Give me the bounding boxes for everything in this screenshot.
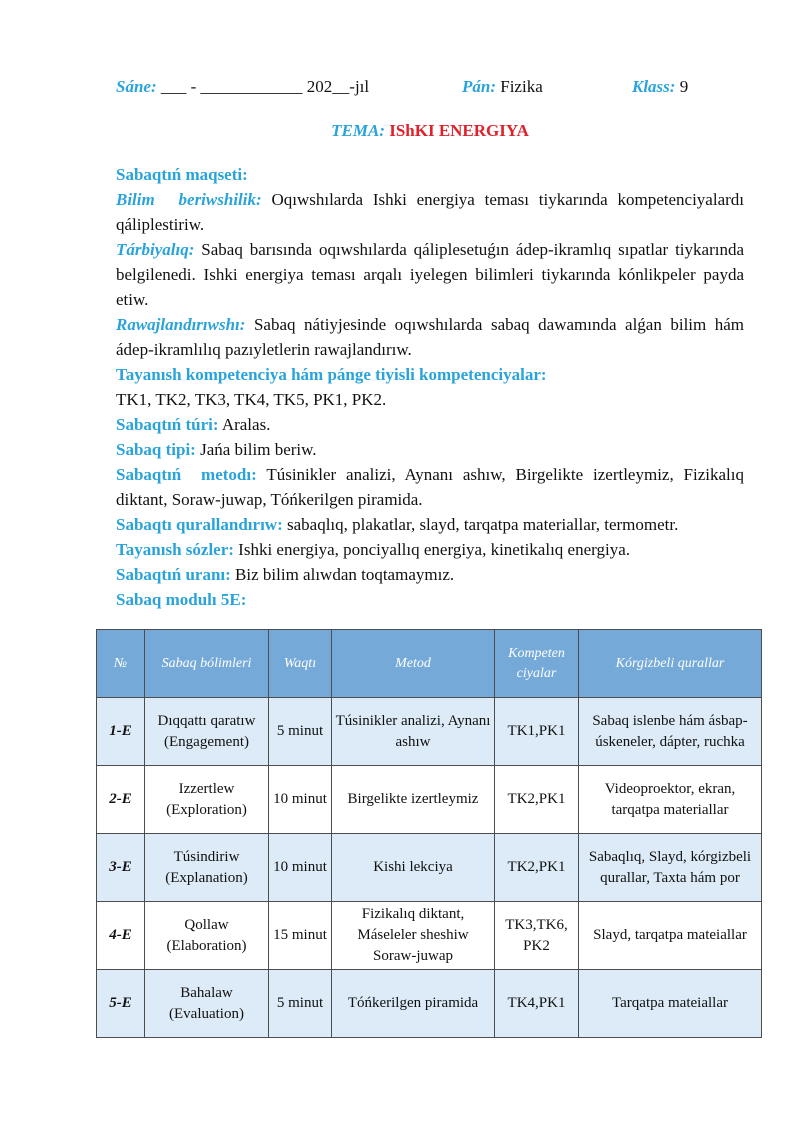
topic-label: TEMA: [331, 121, 385, 140]
table-row [97, 698, 762, 766]
row-section: Bahalaw (Evaluation) [145, 970, 269, 1038]
table-row [97, 834, 762, 902]
motto-text: Biz bilim alıwdan toqtamaymız. [235, 565, 455, 584]
module-heading: Sabaq modulı 5E: [116, 590, 247, 609]
header-time: Waqtı [269, 630, 332, 698]
subject-label: Pán: [462, 77, 496, 96]
header-sections: Sabaq bólimleri [145, 630, 269, 698]
date-value: ___ - ____________ 202__-jıl [160, 77, 370, 96]
competencies-text: TK1, TK2, TK3, TK4, TK5, PK1, PK2. [116, 390, 387, 409]
row-competency: TK2,PK1 [495, 766, 579, 834]
educational-goal [116, 187, 744, 237]
motto-label: Sabaqtıń uranı: [116, 565, 231, 584]
row-method: Kishi lekciya [332, 834, 495, 902]
header-number: № [97, 630, 145, 698]
row-visual-aids: Slayd, tarqatpa mateiallar [579, 902, 762, 970]
development-goal-label: Rawajlandırıwshı: [116, 315, 246, 334]
upbringing-goal-label: Tárbiyalıq: [116, 240, 195, 259]
lesson-kind-text: Aralas. [221, 415, 271, 434]
header-visual-aids: Kórgizbeli qurallar [579, 630, 762, 698]
table-header-row [97, 630, 762, 698]
upbringing-goal-text: Sabaq barısında oqıwshılarda qáliplesetuǵın ádep-ikramlıq sıpatlar tiykarında belgilenedi. Ishki energiya teması arqalı iyelegen bilimleri tiykarında kónlikpeler payda etiw. [116, 240, 745, 309]
date-label: Sáne: [116, 77, 157, 96]
header-line [116, 76, 716, 98]
row-visual-aids: Sabaq islenbe hám ásbap-úskeneler, dápter, ruchka [579, 698, 762, 766]
row-section: Qollaw (Elaboration) [145, 902, 269, 970]
lesson-type-label: Sabaq tipi: [116, 440, 196, 459]
row-code: 2-E [97, 766, 145, 834]
key-words-label: Tayanısh sózler: [116, 540, 234, 559]
upbringing-goal [116, 237, 744, 312]
method-paragraph [116, 462, 744, 512]
table-row [97, 766, 762, 834]
row-visual-aids: Sabaqlıq, Slayd, kórgizbeli qurallar, Taxta hám por [579, 834, 762, 902]
row-section: Túsindiriw (Explanation) [145, 834, 269, 902]
row-time: 5 minut [269, 698, 332, 766]
row-code: 3-E [97, 834, 145, 902]
educational-goal-label: Bilim beriwshilik: [116, 190, 262, 209]
lesson-body [116, 162, 744, 612]
educational-goal-text: Oqıwshılarda Ishki energiya teması tiykarında kompetenciyalardı qáliplestiriw. [116, 190, 745, 234]
row-time: 15 minut [269, 902, 332, 970]
header-method: Metod [332, 630, 495, 698]
header-competencies: Kompeten ciyalar [495, 630, 579, 698]
row-code: 5-E [97, 970, 145, 1038]
class-value: 9 [679, 77, 689, 96]
subject-value: Fizika [500, 77, 543, 96]
row-competency: TK3,TK6, PK2 [495, 902, 579, 970]
row-competency: TK2,PK1 [495, 834, 579, 902]
row-method: Tóńkerilgen piramida [332, 970, 495, 1038]
development-goal-text: Sabaq nátiyjesinde oqıwshılarda sabaq dawamında alǵan bilim hám ádep-ikramlılıq pazıyletlerin rawajlandırıw. [116, 315, 745, 359]
row-time: 10 minut [269, 766, 332, 834]
row-section: Dıqqattı qaratıw (Engagement) [145, 698, 269, 766]
row-competency: TK1,PK1 [495, 698, 579, 766]
equipment-text: sabaqlıq, plakatlar, slayd, tarqatpa materiallar, termometr. [287, 515, 679, 534]
topic-value: IShKI ENERGIYA [389, 121, 529, 140]
goal-heading: Sabaqtıń maqseti: [116, 165, 248, 184]
row-method: Birgelikte izertleymiz [332, 766, 495, 834]
competencies-label: Tayanısh kompetenciya hám pánge tiyisli kompetenciyalar: [116, 365, 547, 384]
class-label: Klass: [632, 77, 676, 96]
equipment-label: Sabaqtı qurallandırıw: [116, 515, 283, 534]
topic-line [116, 120, 744, 142]
row-visual-aids: Videoproektor, ekran, tarqatpa materiallar [579, 766, 762, 834]
development-goal [116, 312, 744, 362]
lesson-module-table [96, 629, 762, 1038]
class-field [632, 76, 688, 98]
row-section: Izzertlew (Exploration) [145, 766, 269, 834]
method-label: Sabaqtıń metodı: [116, 465, 257, 484]
method-text: Túsinikler analizi, Aynanı ashıw, Birgelikte izertleymiz, Fizikalıq diktant, Soraw-juwap, Tóńkerilgen piramida. [116, 465, 744, 509]
row-method: Túsinikler analizi, Aynanı ashıw [332, 698, 495, 766]
row-visual-aids: Tarqatpa mateiallar [579, 970, 762, 1038]
key-words-text: Ishki energiya, ponciyallıq energiya, kinetikalıq energiya. [238, 540, 631, 559]
row-time: 10 minut [269, 834, 332, 902]
row-method: Fizikalıq diktant, Máseleler sheshiw Soraw-juwap [332, 902, 495, 970]
row-code: 1-E [97, 698, 145, 766]
row-code: 4-E [97, 902, 145, 970]
subject-field [462, 76, 543, 98]
row-time: 5 minut [269, 970, 332, 1038]
table-row [97, 970, 762, 1038]
lesson-type-text: Jańa bilim beriw. [200, 440, 317, 459]
table-row [97, 902, 762, 970]
row-competency: TK4,PK1 [495, 970, 579, 1038]
lesson-kind-label: Sabaqtıń túri: [116, 415, 219, 434]
